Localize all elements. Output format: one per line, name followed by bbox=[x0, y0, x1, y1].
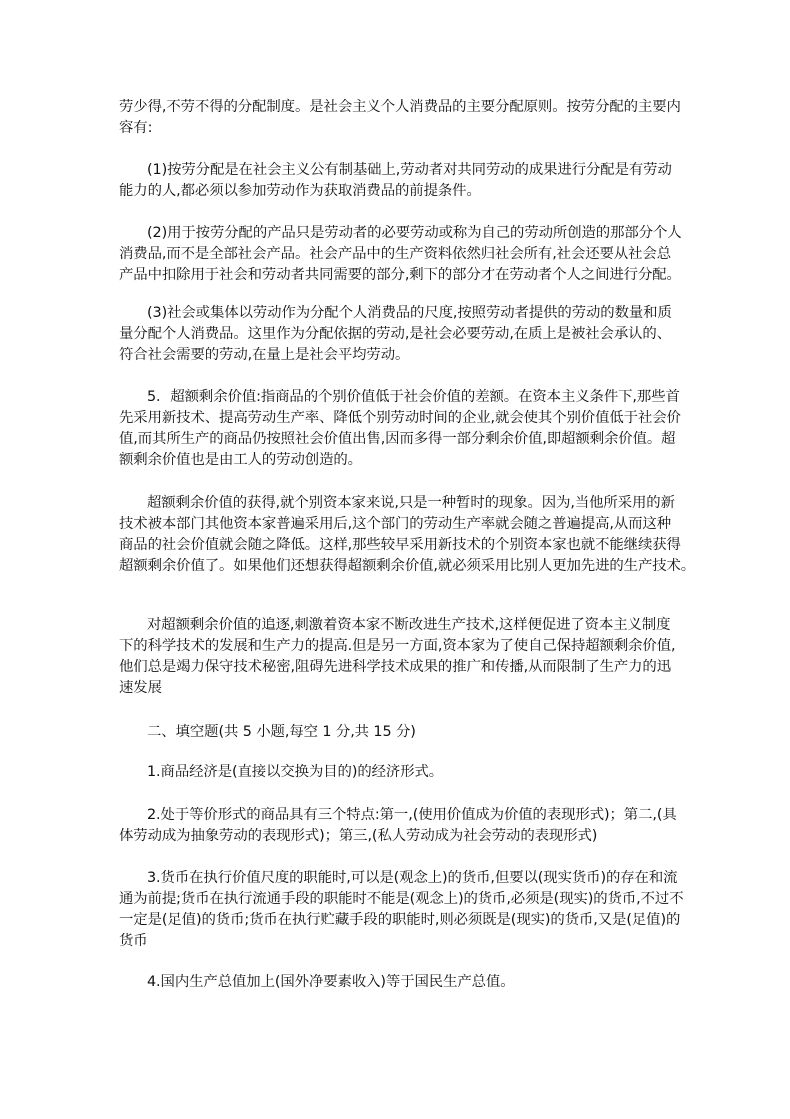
paragraph-3-line-2: 符合社会需要的劳动,在量上是社会平均劳动。 bbox=[119, 347, 410, 363]
paragraph-6-line-3: 速发展 bbox=[119, 680, 162, 696]
paragraph-10-line-0: 3.货币在执行价值尺度的职能时,可以是(观念上)的货币,但要以(现实货币)的存在和流 bbox=[147, 870, 678, 886]
paragraph-10-line-1: 通为前提;货币在执行流通手段的职能时不能是(观念上)的货币,必须是(现实)的货币,不过不 bbox=[119, 891, 684, 907]
paragraph-9-line-1: 体劳动成为抽象劳动的表现形式)；第三,(私人劳动成为社会劳动的表现形式) bbox=[119, 828, 598, 844]
paragraph-5-line-2: 商品的社会价值就会随之降低。这样,那些较早采用新技术的个别资本家也就不能继续获得 bbox=[119, 537, 681, 553]
paragraph-1-line-0: (1)按劳分配是在社会主义公有制基础上,劳动者对共同劳动的成果进行分配是有劳动 bbox=[147, 162, 672, 178]
paragraph-4-line-2: 值,而其所生产的商品仍按照社会价值出售,因而多得一部分剩余价值,即超额剩余价值。超 bbox=[119, 431, 676, 447]
paragraph-5-line-0: 超额剩余价值的获得,就个别资本家来说,只是一种暂时的现象。因为,当他所采用的新 bbox=[147, 495, 675, 511]
paragraph-8-line-0: 1.商品经济是(直接以交换为目的)的经济形式。 bbox=[147, 764, 444, 780]
paragraph-9-line-0: 2.处于等价形式的商品具有三个特点:第一,(使用价值成为价值的表现形式)；第二,(具 bbox=[147, 807, 677, 823]
paragraph-6-line-1: 下的科学技术的发展和生产力的提高.但是另一方面,资本家为了使自己保持超额剩余价值, bbox=[119, 638, 676, 654]
paragraph-5-line-3: 超额剩余价值了。如果他们还想获得超额剩余价值,就必须采用比别人更加先进的生产技术。 bbox=[119, 558, 696, 574]
paragraph-4-line-1: 先采用新技术、提高劳动生产率、降低个别劳动时间的企业,就会使其个别价值低于社会价 bbox=[119, 410, 681, 426]
paragraph-11-line-0: 4.国内生产总值加上(国外净要素收入)等于国民生产总值。 bbox=[147, 974, 515, 990]
paragraph-0-line-1: 容有: bbox=[119, 120, 153, 136]
paragraph-4-line-3: 额剩余价值也是由工人的劳动创造的。 bbox=[119, 452, 362, 468]
paragraph-0-line-0: 劳少得,不劳不得的分配制度。是社会主义个人消费品的主要分配原则。按劳分配的主要内 bbox=[119, 99, 681, 115]
paragraph-7-line-0: 二、填空题(共 5 小题,每空 1 分,共 15 分) bbox=[147, 724, 416, 740]
paragraph-3-line-1: 量分配个人消费品。这里作为分配依据的劳动,是社会必要劳动,在质上是被社会承认的、 bbox=[119, 326, 671, 342]
paragraph-4-line-0: 5．超额剩余价值:指商品的个别价值低于社会价值的差额。在资本主义条件下,那些首 bbox=[147, 389, 680, 405]
paragraph-1-line-1: 能力的人,都必须以参加劳动作为获取消费品的前提条件。 bbox=[119, 183, 481, 199]
paragraph-6-line-0: 对超额剩余价值的追逐,刺激着资本家不断改进生产技术,这样便促进了资本主义制度 bbox=[147, 617, 671, 633]
paragraph-5-line-1: 技术被本部门其他资本家普遍采用后,这个部门的劳动生产率就会随之普遍提高,从而这种 bbox=[119, 516, 671, 532]
paragraph-2-line-0: (2)用于按劳分配的产品只是劳动者的必要劳动或称为自己的劳动所创造的那部分个人 bbox=[147, 225, 682, 241]
paragraph-10-line-2: 一定是(足值)的货币;货币在执行贮藏手段的职能时,则必须既是(现实)的货币,又是(足值)的 bbox=[119, 912, 681, 928]
paragraph-6-line-2: 他们总是竭力保守技术秘密,阻碍先进科学技术成果的推广和传播,从而限制了生产力的迅 bbox=[119, 659, 671, 675]
paragraph-3-line-0: (3)社会或集体以劳动作为分配个人消费品的尺度,按照劳动者提供的劳动的数量和质 bbox=[147, 305, 672, 321]
paragraph-2-line-2: 产品中扣除用于社会和劳动者共同需要的部分,剩下的部分才在劳动者个人之间进行分配。 bbox=[119, 267, 681, 283]
paragraph-10-line-3: 货币 bbox=[119, 933, 148, 949]
paragraph-2-line-1: 消费品,而不是全部社会产品。社会产品中的生产资料依然归社会所有,社会还要从社会总 bbox=[119, 246, 671, 262]
